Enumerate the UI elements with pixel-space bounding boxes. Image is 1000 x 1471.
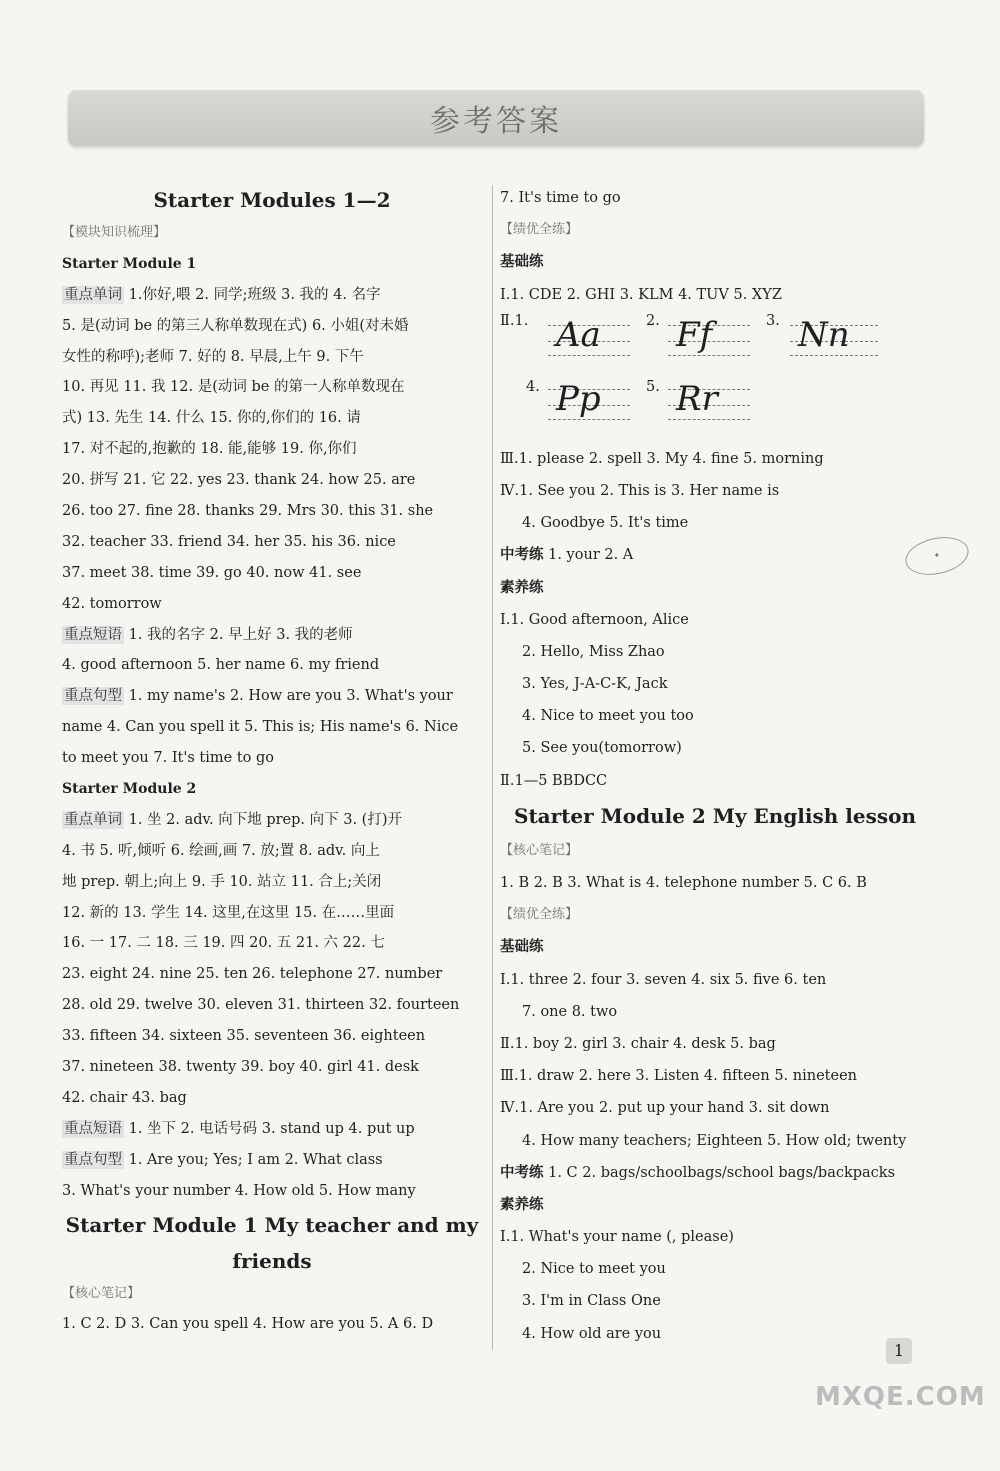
text-line: Ⅰ.1. three 2. four 3. seven 4. six 5. five 6. ten [500,971,827,988]
watermark-text: MXQE.COM [815,1382,986,1412]
practice-heading: 素养练 [500,1195,544,1213]
text-line: 12. 新的 13. 学生 14. 这里,在这里 15. 在……里面 [62,904,395,921]
answer-banner [68,90,924,146]
letter-glyph: Aa [556,314,601,355]
text-line: 4. How many teachers; Eighteen 5. How old; twenty [522,1132,907,1149]
text-line: 16. 一 17. 二 18. 三 19. 四 20. 五 21. 六 22. 七 [62,935,385,952]
text-line: 7. one 8. two [522,1003,618,1020]
text-line: 重点短语 1. 坐下 2. 电话号码 3. stand up 4. put up [64,1120,415,1137]
section-tag: 【核心笔记】 [500,842,579,858]
letter-glyph: Rr [676,378,718,419]
label-key-words: 重点单词 [64,811,122,828]
text-line: 1. C 2. D 3. Can you spell 4. How are you 5. A 6. D [62,1316,434,1333]
text-line: 重点单词 1. 坐 2. adv. 向下地 prep. 向下 3. (打)开 [64,811,402,828]
section-tag: 【核心笔记】 [62,1285,141,1301]
text-line: 3. Yes, J-A-C-K, Jack [522,676,668,693]
module-heading: Starter Module 1 [62,255,197,272]
text-line: to meet you 7. It's time to go [62,750,274,767]
text-line: Ⅰ.1. Good afternoon, Alice [500,611,689,628]
text-line: 中考练 1. C 2. bags/schoolbags/school bags/backpacks [500,1163,896,1181]
text-line: 20. 拼写 21. 它 22. yes 23. thank 24. how 25. are [62,472,416,489]
text-line: 4. good afternoon 5. her name 6. my friend [62,657,380,674]
text-line: 37. nineteen 38. twenty 39. boy 40. girl 41. desk [62,1059,419,1076]
page-number: 1 [886,1338,912,1364]
text-line: 中考练 1. your 2. A [500,546,634,564]
text-line: 式) 13. 先生 14. 什么 15. 你的,你们的 16. 请 [62,410,361,427]
letter-glyph: Nn [798,314,850,355]
section-tag: 【绩优全练】 [500,907,579,923]
text-line: 5. See you(tomorrow) [522,740,682,757]
text-line: 7. It's time to go [500,190,621,206]
section-tag: 【绩优全练】 [500,222,579,238]
text-line: 4. Nice to meet you too [522,708,694,725]
text-line: 地 prep. 朝上;向上 9. 手 10. 站立 11. 合上;关闭 [62,873,382,890]
text-line: 3. What's your number 4. How old 5. How many [62,1182,416,1199]
text-line: 5. 是(动词 be 的第三人称单数现在式) 6. 小姐(对未婚 [62,317,409,334]
text-line: 女性的称呼);老师 7. 好的 8. 早晨,上午 9. 下午 [62,348,364,365]
label-key-phrases: 重点短语 [64,626,122,643]
text-line: 1. B 2. B 3. What is 4. telephone number 5. C 6. B [500,875,867,891]
text-line: Ⅳ.1. See you 2. This is 3. Her name is [500,482,780,499]
text-line: name 4. Can you spell it 5. This is; His name's 6. Nice [62,719,459,736]
right-column [500,182,930,1350]
text-line: 33. fifteen 34. sixteen 35. seventeen 36. eighteen [62,1028,426,1045]
text-line: 4. How old are you [522,1325,662,1342]
handwriting-box [668,377,750,427]
letter-glyph: Ff [676,314,713,355]
text-line: Ⅲ.1. draw 2. here 3. Listen 4. fifteen 5. nineteen [500,1068,857,1085]
text-line: 重点句型 1. my name's 2. How are you 3. What's your [64,688,453,705]
text-line: 42. chair 43. bag [62,1089,187,1106]
module-heading: Starter Module 2 [62,781,197,798]
text-line: 23. eight 24. nine 25. ten 26. telephone 27. number [62,966,443,983]
text-line: 26. too 27. fine 28. thanks 29. Mrs 30. this 31. she [62,503,434,520]
text-line: Ⅱ.1. boy 2. girl 3. chair 4. desk 5. bag [500,1035,776,1052]
text-line: Ⅱ.1—5 BBDCC [500,772,608,789]
left-column [62,182,482,1340]
label-key-words: 重点单词 [64,286,122,303]
handwriting-box [548,377,630,427]
practice-heading: 素养练 [500,578,544,596]
text-line: 重点句型 1. Are you; Yes; I am 2. What class [64,1151,383,1168]
text-line: 17. 对不起的,抱歉的 18. 能,能够 19. 你,你们 [62,441,357,458]
text-line: 42. tomorrow [62,595,162,612]
handwriting-row: 4. Pp 5. Rr [500,377,930,443]
text-line: 4. Goodbye 5. It's time [522,515,689,532]
section-title: Starter Module 2 My English lesson [514,803,916,828]
handwriting-box [790,313,878,363]
label-key-phrases: 重点短语 [64,1120,122,1137]
section-tag: 【模块知识梳理】 [62,225,167,240]
text-line: 重点单词 1.你好,喂 2. 同学;班级 3. 我的 4. 名字 [64,286,381,303]
text-line: 10. 再见 11. 我 12. 是(动词 be 的第一人称单数现在 [62,379,405,396]
label-key-sentences: 重点句型 [64,1151,122,1168]
text-line: 重点短语 1. 我的名字 2. 早上好 3. 我的老师 [64,626,353,643]
handwriting-row: Ⅱ.1. Aa 2. Ff 3. Nn [500,311,930,377]
text-line: Ⅲ.1. please 2. spell 3. My 4. fine 5. morning [500,450,824,467]
section-title: Starter Module 1 My teacher and my [65,1212,479,1237]
text-line: 2. Nice to meet you [522,1261,666,1278]
text-line: 28. old 29. twelve 30. eleven 31. thirteen 32. fourteen [62,997,460,1014]
text-line: 2. Hello, Miss Zhao [522,643,665,660]
text-line: 3. I'm in Class One [522,1293,661,1310]
text-line: Ⅳ.1. Are you 2. put up your hand 3. sit down [500,1100,830,1117]
banner-title: 参考答案 [430,104,562,139]
handwriting-box [668,313,750,363]
stamp-icon: ✦ [902,532,972,581]
column-divider [492,185,493,1350]
text-line: Ⅰ.1. What's your name (, please) [500,1229,734,1246]
section-title: friends [232,1248,312,1273]
handwriting-box [548,313,630,363]
section-title: Starter Modules 1—2 [153,188,391,212]
practice-heading: 基础练 [500,253,544,271]
label-key-sentences: 重点句型 [64,688,122,705]
letter-glyph: Pp [556,378,601,419]
text-line: Ⅰ.1. CDE 2. GHI 3. KLM 4. TUV 5. XYZ [500,286,782,303]
text-line: 4. 书 5. 听,倾听 6. 绘画,画 7. 放;置 8. adv. 向上 [62,842,380,859]
text-line: 37. meet 38. time 39. go 40. now 41. see [62,564,362,581]
practice-heading: 基础练 [500,938,544,956]
text-line: 32. teacher 33. friend 34. her 35. his 36. nice [62,533,396,550]
